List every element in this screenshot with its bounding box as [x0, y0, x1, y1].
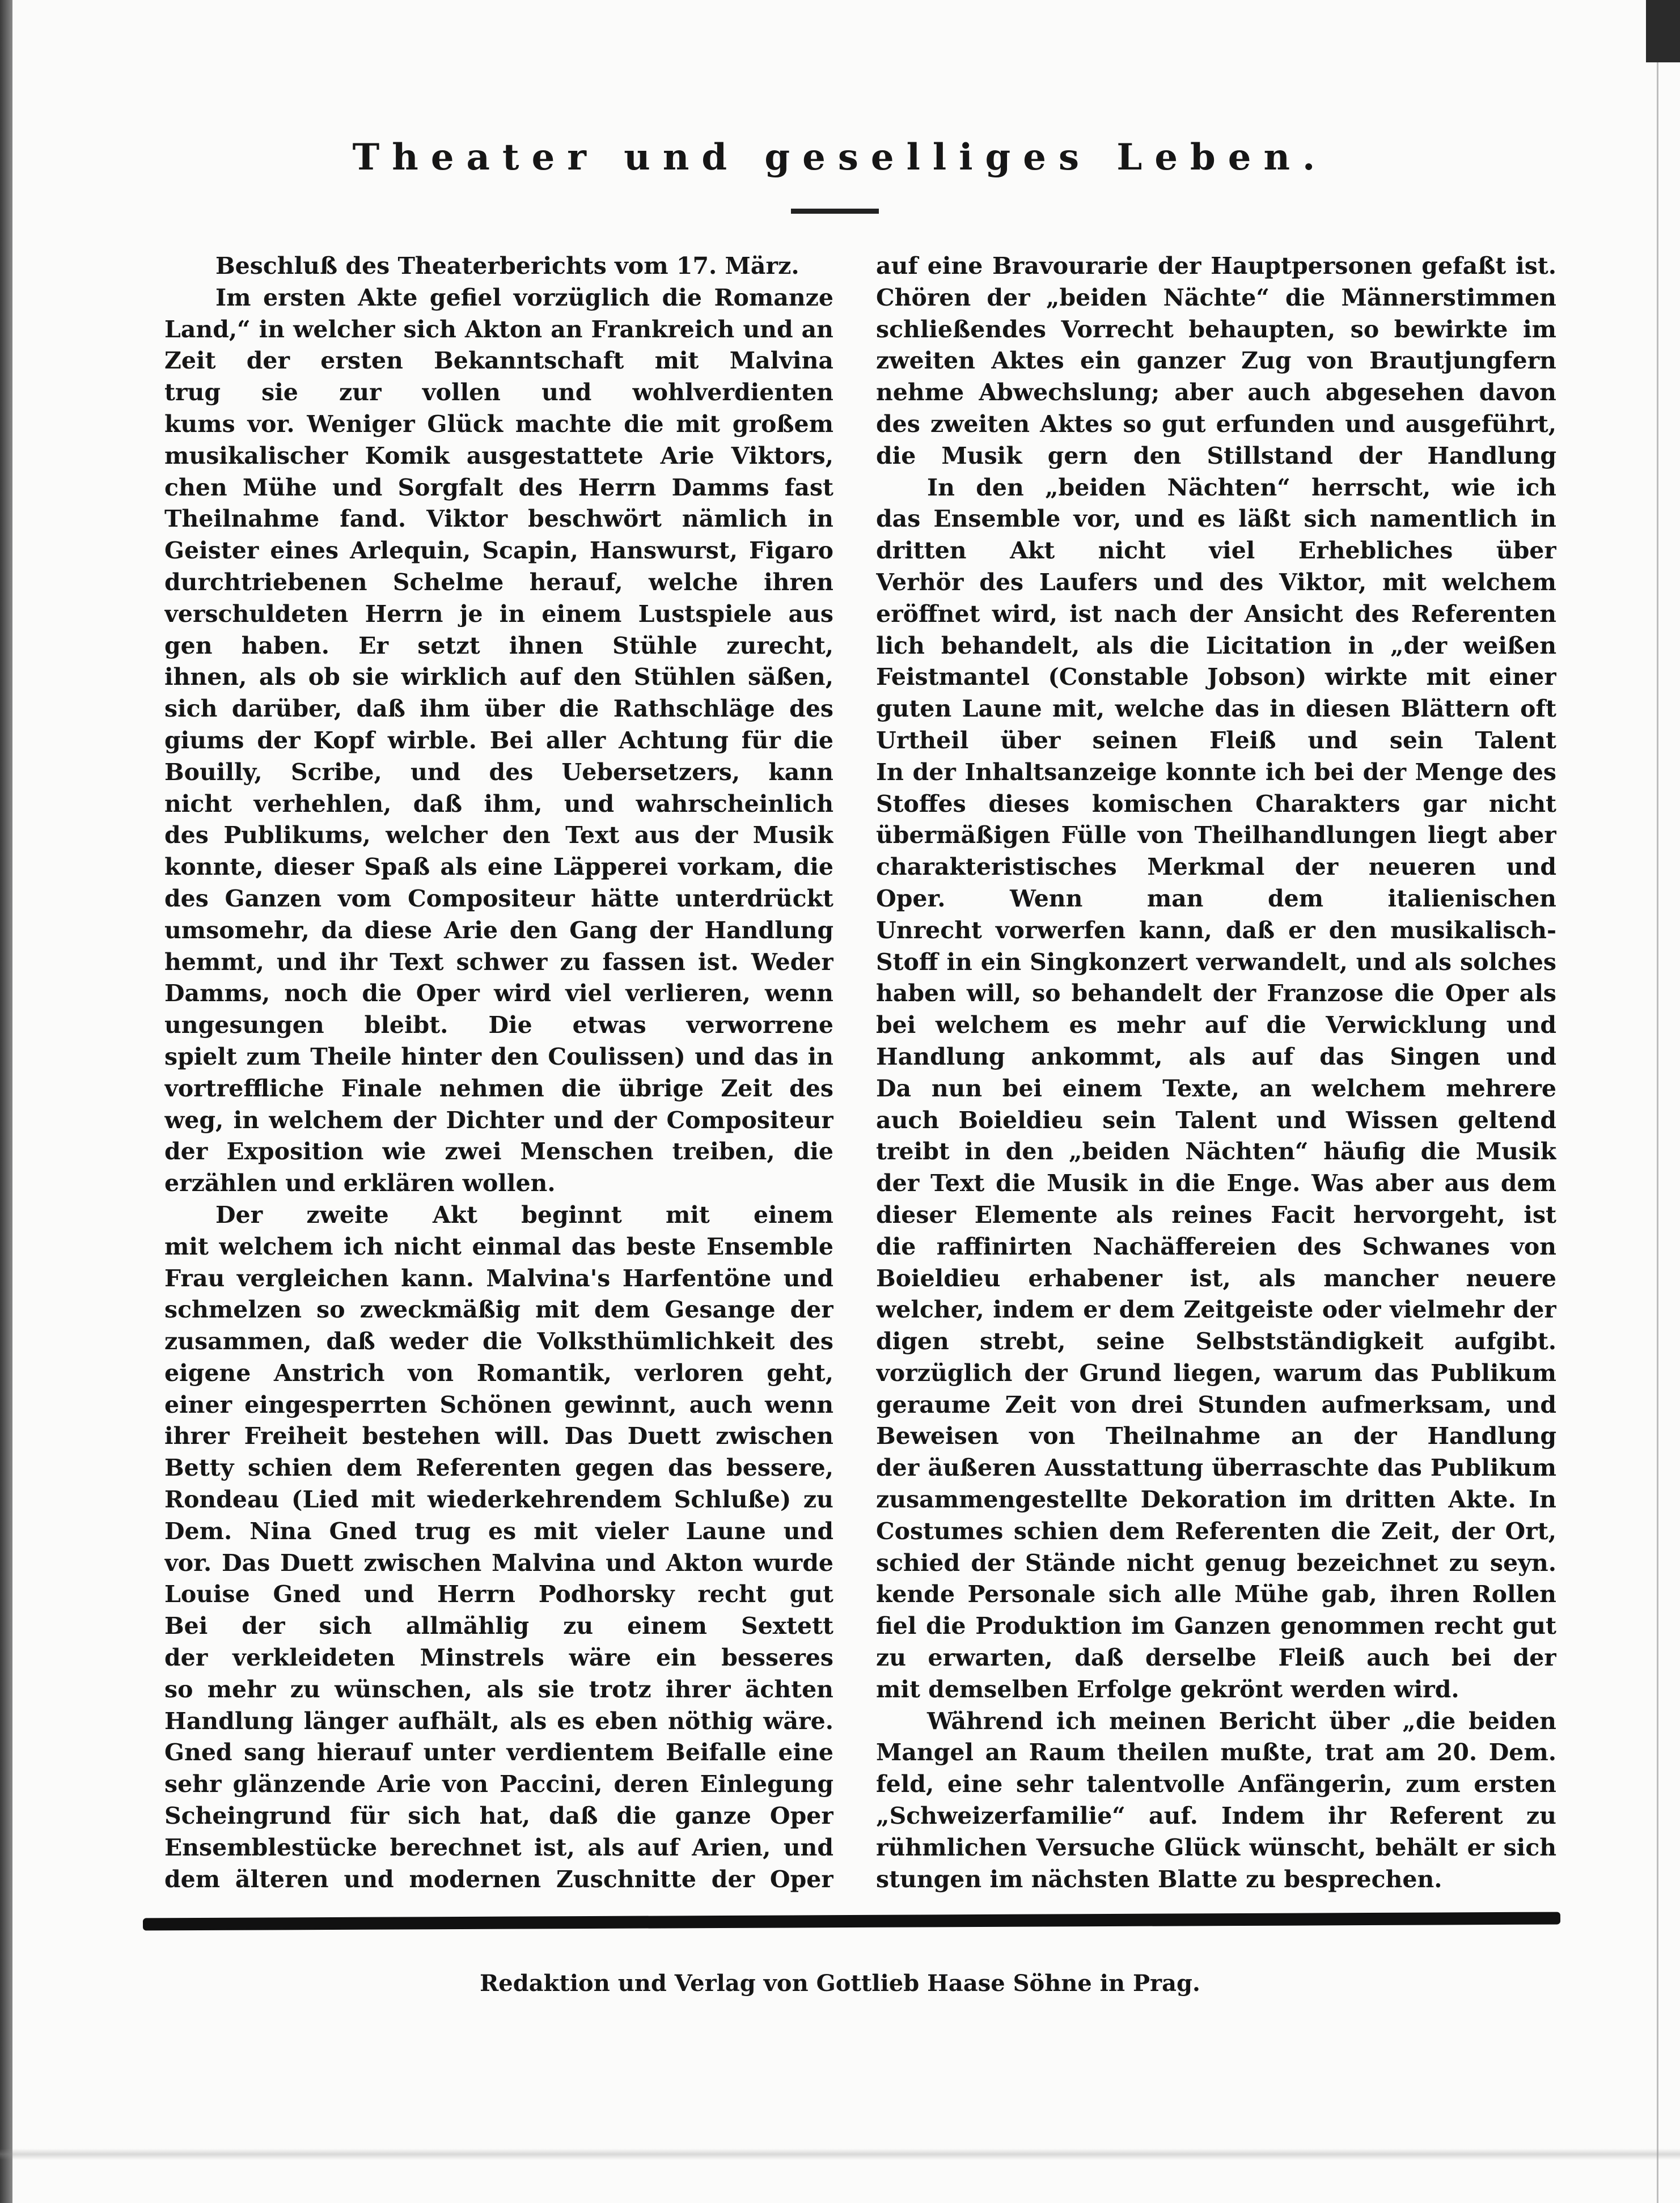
text-line: eigene Anstrich von Romantik, verloren geht,: [164, 1359, 833, 1387]
text-line: fiel die Produktion im Ganzen genommen recht gut: [876, 1612, 1556, 1640]
text-line: Bouilly, Scribe, und des Uebersetzers, kann: [164, 758, 833, 786]
text-line: Betty schien dem Referenten gegen das bessere,: [164, 1454, 833, 1482]
imprint-footer: Redaktion und Verlag von Gottlieb Haase Söhne in Prag.: [480, 1970, 1200, 1997]
text-line: zweiten Aktes ein ganzer Zug von Brautjungfern: [876, 347, 1556, 375]
text-line: des Publikums, welcher den Text aus der Musik: [164, 821, 833, 849]
text-line: sehr glänzende Arie von Paccini, deren Einlegung: [164, 1770, 833, 1798]
text-line: umsomehr, da diese Arie den Gang der Handlung: [164, 916, 833, 944]
text-line: auch Boieldieu sein Talent und Wissen geltend: [876, 1106, 1556, 1134]
text-line: zusammen, daß weder die Volksthümlichkeit des: [164, 1328, 833, 1355]
text-line: durchtriebenen Schelme herauf, welche ihren: [164, 568, 833, 596]
text-line: kums vor. Weniger Glück machte die mit großem: [164, 410, 833, 438]
text-line: „Schweizerfamilie“ auf. Indem ihr Referent zu: [876, 1802, 1556, 1830]
text-line: musikalischer Komik ausgestattete Arie Viktors,: [164, 442, 833, 469]
text-line: Damms, noch die Oper wird viel verlieren, wenn: [164, 980, 833, 1007]
text-line: zu erwarten, daß derselbe Fleiß auch bei der: [876, 1644, 1556, 1672]
text-line: chen Mühe und Sorgfalt des Herrn Damms fast: [164, 473, 833, 501]
bleed-through-artifact: [0, 2149, 1680, 2160]
text-line: erzählen und erklären wollen.: [164, 1170, 556, 1197]
text-line: Boieldieu erhabener ist, als mancher neuere: [876, 1264, 1556, 1292]
text-line: zusammengestellte Dekoration im dritten Akte. In: [876, 1486, 1556, 1514]
text-line: Mangel an Raum theilen mußte, trat am 20. Dem.: [876, 1739, 1556, 1766]
text-line: Beweisen von Theilnahme an der Handlung: [876, 1422, 1556, 1450]
text-line: Dem. Nina Gned trug es mit vieler Laune und: [164, 1517, 833, 1545]
text-line: trug sie zur vollen und wohlverdienten: [164, 379, 833, 406]
text-line: mit demselben Erfolge gekrönt werden wird.: [876, 1675, 1459, 1703]
text-line: stungen im nächsten Blatte zu besprechen.: [876, 1865, 1442, 1893]
text-line: In den „beiden Nächten“ herrscht, wie ich: [927, 473, 1556, 501]
text-line: In der Inhaltsanzeige konnte ich bei der Menge des: [876, 758, 1556, 786]
text-line: Da nun bei einem Texte, an welchem mehrere: [876, 1074, 1556, 1102]
text-line: nehme Abwechslung; aber auch abgesehen davon: [876, 379, 1556, 406]
text-line: ihrer Freiheit bestehen will. Das Duett zwischen: [164, 1422, 833, 1450]
text-line: Gned sang hierauf unter verdientem Beifalle eine: [164, 1739, 833, 1766]
text-line: Costumes schien dem Referenten die Zeit, der Ort,: [876, 1517, 1556, 1545]
left-column: [164, 251, 833, 1895]
text-line: nicht verhehlen, daß ihm, und wahrscheinlich: [164, 790, 833, 817]
text-line: so mehr zu wünschen, als sie trotz ihrer ächten: [164, 1675, 833, 1703]
text-line: vor. Das Duett zwischen Malvina und Akton wurde: [164, 1549, 833, 1577]
text-line: Urtheil über seinen Fleiß und sein Talent: [876, 726, 1556, 754]
text-line: der verkleideten Minstrels wäre ein besseres: [164, 1644, 833, 1672]
text-line: dritten Akt nicht viel Erhebliches über: [876, 537, 1556, 565]
text-line: Oper. Wenn man dem italienischen: [876, 884, 1556, 912]
text-line: Ensemblestücke berechnet ist, als auf Arien, und: [164, 1833, 833, 1861]
text-line: giums der Kopf wirble. Bei aller Achtung für die: [164, 726, 833, 754]
bottom-divider: [143, 1912, 1560, 1931]
text-line: Scheingrund für sich hat, daß die ganze Oper: [164, 1802, 833, 1830]
text-line: der Exposition wie zwei Menschen treiben, die: [164, 1138, 833, 1166]
text-line: einer eingesperrten Schönen gewinnt, auch wenn: [164, 1391, 833, 1418]
text-line: Frau vergleichen kann. Malvina's Harfentöne und: [164, 1264, 833, 1292]
text-line: spielt zum Theile hinter den Coulissen) und das in: [164, 1043, 833, 1070]
text-line: Handlung länger aufhält, als es eben nöthig wäre.: [164, 1707, 833, 1735]
text-line: hemmt, und ihr Text schwer zu fassen ist. Weder: [164, 948, 833, 976]
text-line: Während ich meinen Bericht über „die beiden: [927, 1707, 1556, 1735]
text-line: geraume Zeit von drei Stunden aufmerksam, und: [876, 1391, 1556, 1418]
text-line: Chören der „beiden Nächte“ die Männerstimmen: [876, 283, 1556, 311]
text-line: Louise Gned und Herrn Podhorsky recht gut: [164, 1581, 833, 1608]
page-title: Theater und geselliges Leben.: [352, 136, 1328, 179]
text-line: ihnen, als ob sie wirklich auf den Stühlen säßen,: [164, 663, 833, 691]
scan-binding-edge: [0, 0, 12, 2203]
text-line: welcher, indem er dem Zeitgeiste oder vielmehr der: [876, 1296, 1556, 1324]
text-line: übermäßigen Fülle von Theilhandlungen liegt aber: [876, 821, 1556, 849]
text-line: konnte, dieser Spaß als eine Läpperei vorkam, die: [164, 853, 833, 881]
text-line: auf eine Bravourarie der Hauptpersonen gefaßt ist.: [876, 252, 1556, 279]
text-line: dieser Elemente als reines Facit hervorgeht, ist: [876, 1201, 1556, 1228]
text-line: Theilnahme fand. Viktor beschwört nämlich in: [164, 505, 833, 533]
text-line: schließendes Vorrecht behaupten, so bewirkte im: [876, 315, 1556, 343]
scan-corner-shadow: [1646, 0, 1680, 62]
text-line: schied der Stände nicht genug bezeichnet zu seyn.: [876, 1549, 1556, 1577]
text-line: Land,“ in welcher sich Akton an Frankreich und an: [164, 315, 833, 343]
text-line: treibt in den „beiden Nächten“ häufig die Musik: [876, 1138, 1556, 1166]
right-column: [876, 251, 1556, 1895]
text-line: vortreffliche Finale nehmen die übrige Zeit des: [164, 1074, 833, 1102]
text-line: Zeit der ersten Bekanntschaft mit Malvina: [164, 347, 833, 375]
text-line: weg, in welchem der Dichter und der Compositeur: [164, 1106, 833, 1134]
text-line: kende Personale sich alle Mühe gab, ihren Rollen: [876, 1581, 1556, 1608]
text-line: charakteristisches Merkmal der neueren und: [876, 853, 1556, 881]
text-line: mit welchem ich nicht einmal das beste Ensemble: [164, 1232, 833, 1260]
text-line: Unrecht vorwerfen kann, daß er den musikalisch-: [876, 916, 1556, 944]
text-line: Geister eines Arlequin, Scapin, Hanswurst, Figaro: [164, 537, 833, 565]
section-heading: Beschluß des Theaterberichts vom 17. März.: [215, 252, 799, 279]
text-line: die Musik gern den Stillstand der Handlung: [876, 442, 1556, 469]
text-line: vorzüglich der Grund liegen, warum das Publikum: [876, 1359, 1556, 1387]
text-line: Handlung ankommt, als auf das Singen und: [876, 1043, 1556, 1070]
text-line: rühmlichen Versuche Glück wünscht, behält er sich: [876, 1833, 1556, 1861]
text-line: verschuldeten Herrn je in einem Lustspiele aus: [164, 600, 833, 628]
text-line: des Ganzen vom Compositeur hätte unterdrückt: [164, 884, 833, 912]
text-line: bei welchem es mehr auf die Verwicklung und: [876, 1011, 1556, 1039]
text-line: dem älteren und modernen Zuschnitte der Oper: [164, 1865, 833, 1893]
text-line: das Ensemble vor, und es läßt sich namentlich in: [876, 505, 1556, 533]
text-line: der äußeren Ausstattung überraschte das Publikum: [876, 1454, 1556, 1482]
text-line: haben will, so behandelt der Franzose die Oper als: [876, 980, 1556, 1007]
text-line: lich behandelt, als die Licitation in „der weißen: [876, 632, 1556, 659]
text-line: ungesungen bleibt. Die etwas verworrene: [164, 1011, 833, 1039]
text-line: Feistmantel (Constable Jobson) wirkte mit einer: [876, 663, 1556, 691]
text-line: digen strebt, seine Selbstständigkeit aufgibt.: [876, 1328, 1556, 1355]
text-line: Der zweite Akt beginnt mit einem: [215, 1201, 833, 1228]
text-line: sich darüber, daß ihm über die Rathschläge des: [164, 695, 833, 723]
text-line: Verhör des Laufers und des Viktor, mit welchem: [876, 568, 1556, 596]
page-edge-line: [1657, 0, 1658, 2203]
text-line: Stoff in ein Singkonzert verwandelt, und als solches: [876, 948, 1556, 976]
text-line: guten Laune mit, welche das in diesen Blättern oft: [876, 695, 1556, 723]
text-line: eröffnet wird, ist nach der Ansicht des Referenten: [876, 600, 1556, 628]
text-line: des zweiten Aktes so gut erfunden und ausgeführt,: [876, 410, 1556, 438]
text-line: feld, eine sehr talentvolle Anfängerin, zum ersten: [876, 1770, 1556, 1798]
text-line: der Text die Musik in die Enge. Was aber aus dem: [876, 1170, 1556, 1197]
text-line: Bei der sich allmählig zu einem Sextett: [164, 1612, 833, 1640]
text-line: Rondeau (Lied mit wiederkehrendem Schluße) zu: [164, 1486, 833, 1514]
text-line: Im ersten Akte gefiel vorzüglich die Romanze: [215, 283, 833, 311]
text-line: gen haben. Er setzt ihnen Stühle zurecht,: [164, 632, 833, 659]
title-divider: [791, 209, 879, 214]
text-line: Stoffes dieses komischen Charakters gar nicht: [876, 790, 1556, 817]
text-line: die raffinirten Nachäffereien des Schwanes von: [876, 1232, 1556, 1260]
text-line: schmelzen so zweckmäßig mit dem Gesange der: [164, 1296, 833, 1324]
